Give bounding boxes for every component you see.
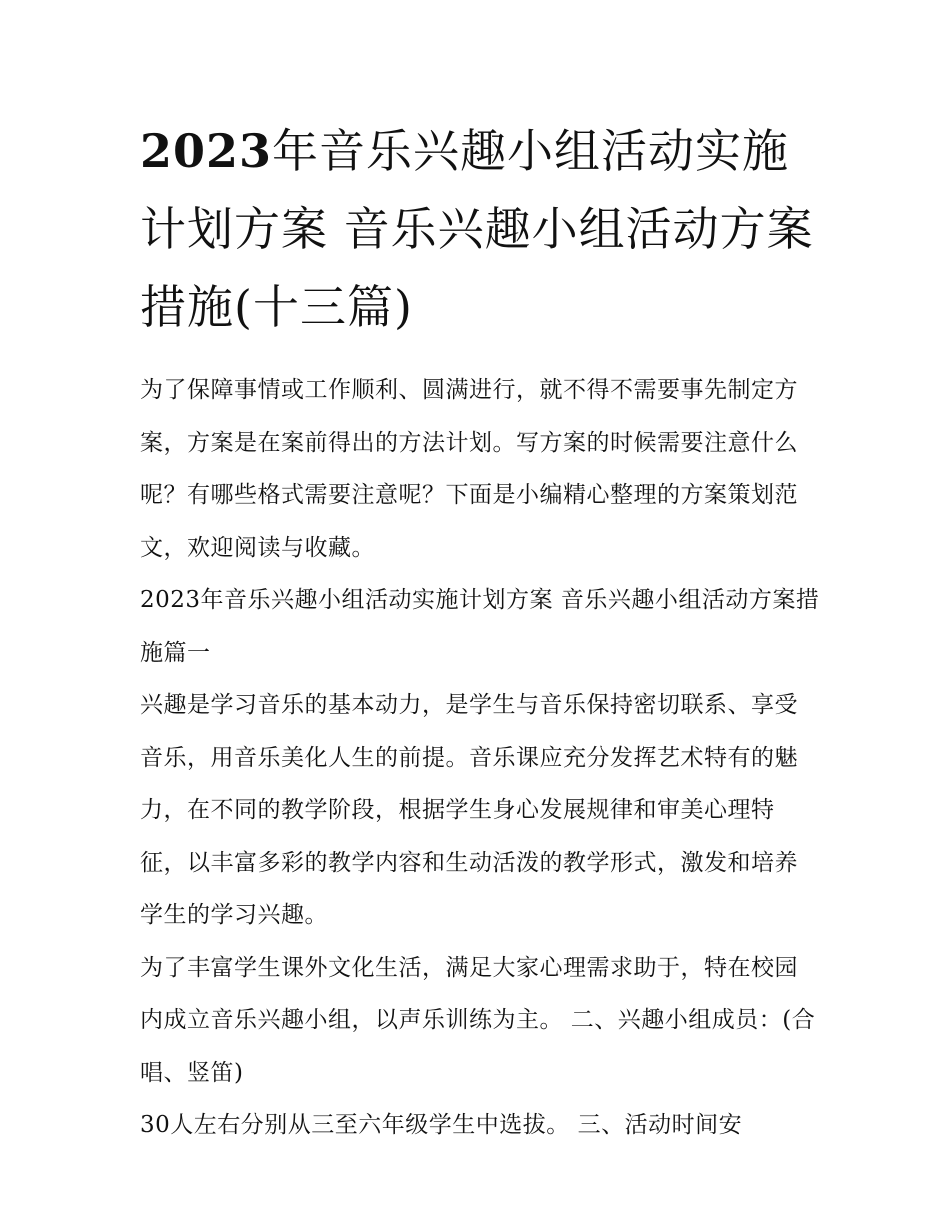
title-year: 2023: [140, 124, 273, 178]
intro-paragraph: 为了保障事情或工作顺利、圆满进行，就不得不需要事先制定方案，方案是在案前得出的方法计划。写方案的时候需要注意什么呢？有哪些格式需要注意呢？下面是小编精心整理的方案策划范文，欢迎阅读与收藏。: [140, 377, 798, 561]
title-spacer: [140, 346, 820, 364]
body-paragraph: 为了丰富学生课外文化生活，满足大家心理需求助于，特在校园内成立音乐兴趣小组，以声乐训练为主。 二、兴趣小组成员：(合唱、竖笛): [140, 954, 816, 1086]
section-heading: 2023年音乐兴趣小组活动实施计划方案 音乐兴趣小组活动方案措施篇一: [140, 587, 820, 666]
document-title: [140, 112, 820, 346]
body-paragraph: 30人左右分别从三至六年级学生中选拔。 三、活动时间安: [140, 1112, 743, 1138]
document-page: [140, 112, 820, 1152]
body-paragraph: 兴趣是学习音乐的基本动力，是学生与音乐保持密切联系、享受音乐，用音乐美化人生的前提。音乐课应充分发挥艺术特有的魅力，在不同的教学阶段，根据学生身心发展规律和审美心理特征，以丰富多彩的教学内容和生动活泼的教学形式，激发和培养学生的学习兴趣。: [140, 692, 798, 928]
title-text: 年音乐兴趣小组活动实施计划方案 音乐兴趣小组活动方案措施(十三篇): [140, 124, 814, 334]
